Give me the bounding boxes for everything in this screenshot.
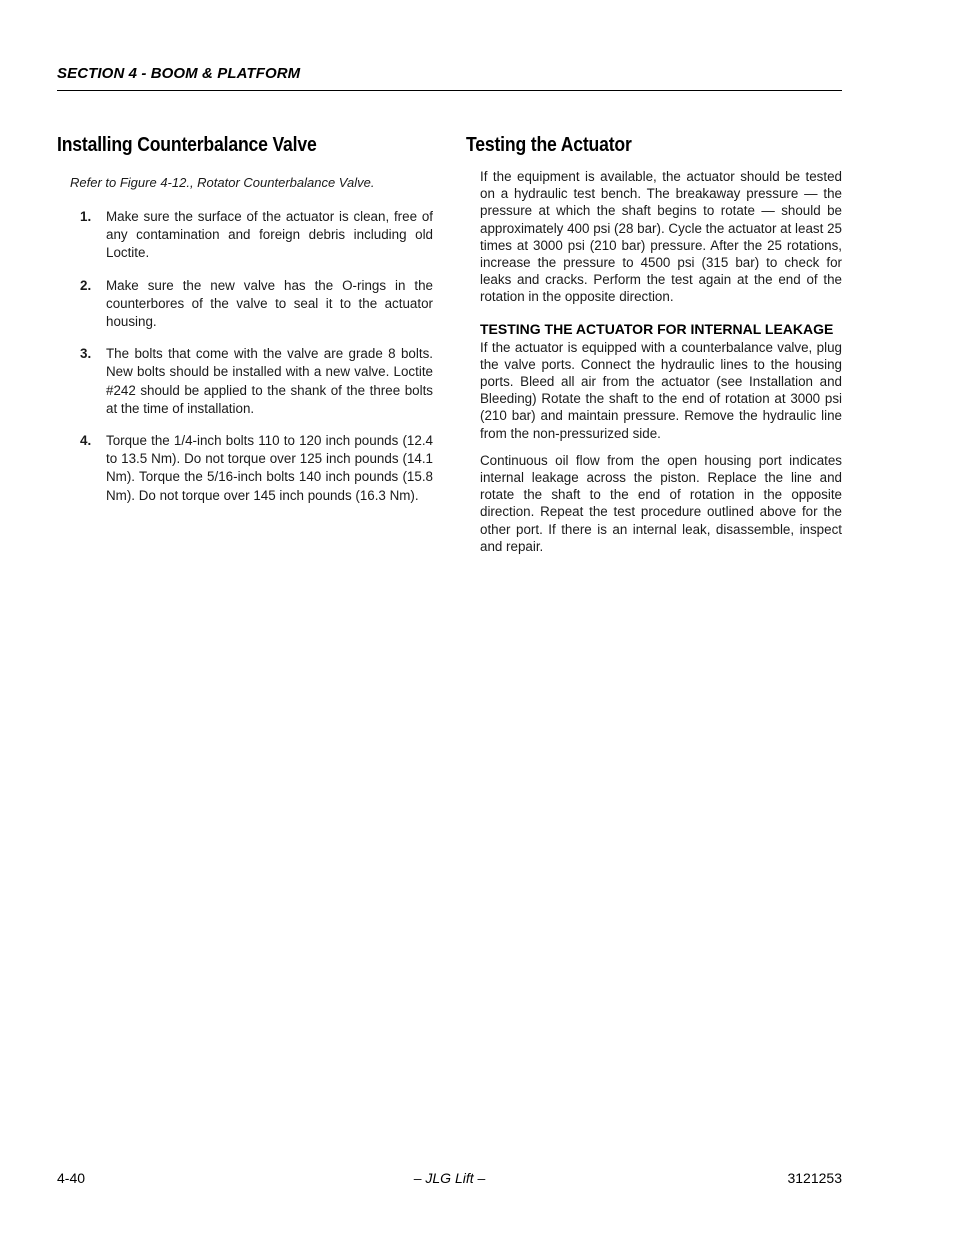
figure-reference: Refer to Figure 4-12., Rotator Counterbalance Valve. bbox=[70, 175, 375, 190]
step-text: The bolts that come with the valve are grade 8 bolts. New bolts should be installed with a new valve. Loctite #242 should be applied to the shank of the three bolts at the time of installation. bbox=[106, 346, 433, 416]
publisher-label: – JLG Lift – bbox=[413, 1170, 486, 1186]
left-column bbox=[57, 130, 433, 519]
installing-counterbalance-valve-heading: Installing Counterbalance Valve bbox=[57, 134, 317, 156]
step-number: 1. bbox=[80, 209, 92, 224]
step-number: 4. bbox=[80, 433, 92, 449]
step-item bbox=[57, 432, 433, 505]
internal-leakage-subheading: TESTING THE ACTUATOR FOR INTERNAL LEAKAGE bbox=[480, 320, 834, 337]
page-header bbox=[57, 64, 842, 91]
page-number: 4-40 bbox=[57, 1170, 86, 1186]
document-number: 3121253 bbox=[787, 1170, 842, 1186]
testing-intro-paragraph: If the equipment is available, the actuator should be tested on a hydraulic test bench. The breakaway pressure — the pressure at which the shaft begins to rotate — should be approximately 400 psi (28 bar). Cycle the actuator at least 25 times at 3000 psi (210 bar) pressure. After the 25 rotations, increase the pressure to 4500 psi (315 bar) to check for leaks and cracks. Perform the test again at the end of the rotation in the opposite direction. bbox=[480, 169, 842, 305]
step-item bbox=[57, 345, 433, 418]
installation-steps-list bbox=[57, 208, 433, 505]
right-column bbox=[466, 130, 842, 555]
step-text: Torque the 1/4-inch bolts 110 to 120 inch pounds (12.4 to 13.5 Nm). Do not torque over 125 inch pounds (14.1 Nm). Torque the 5/16-inch bolts 140 inch pounds (15.8 Nm). Do not torque over 145 inch pounds (16.3 Nm). bbox=[106, 433, 433, 503]
internal-leakage-paragraph-1: If the actuator is equipped with a counterbalance valve, plug the valve ports. Connect the hydraulic lines to the housing ports. Bleed all air from the actuator (see Installation and Bleeding) Rotate the shaft to the end of rotation at 3000 psi (210 bar) and maintain pressure. Remove the hydraulic line from the non-pressurized side. bbox=[480, 339, 842, 441]
step-text: Make sure the surface of the actuator is clean, free of any contamination and foreign debris including old Loctite. bbox=[106, 209, 433, 261]
step-item bbox=[57, 277, 433, 332]
step-number: 2. bbox=[80, 277, 92, 293]
internal-leakage-paragraph-2: Continuous oil flow from the open housing port indicates internal leakage across the piston. Replace the line and rotate the shaft to the end of rotation in the opposite direction. Repeat the test procedure outlined above for the other port. If there is an internal leak, disassemble, inspect and repair. bbox=[480, 452, 842, 554]
step-item bbox=[57, 208, 433, 263]
page-footer bbox=[57, 1168, 842, 1188]
step-number: 3. bbox=[80, 346, 92, 362]
testing-the-actuator-heading: Testing the Actuator bbox=[466, 134, 632, 156]
step-text: Make sure the new valve has the O-rings in the counterbores of the valve to seal it to the actuator housing. bbox=[106, 277, 433, 330]
section-title: SECTION 4 - BOOM & PLATFORM bbox=[57, 65, 301, 82]
